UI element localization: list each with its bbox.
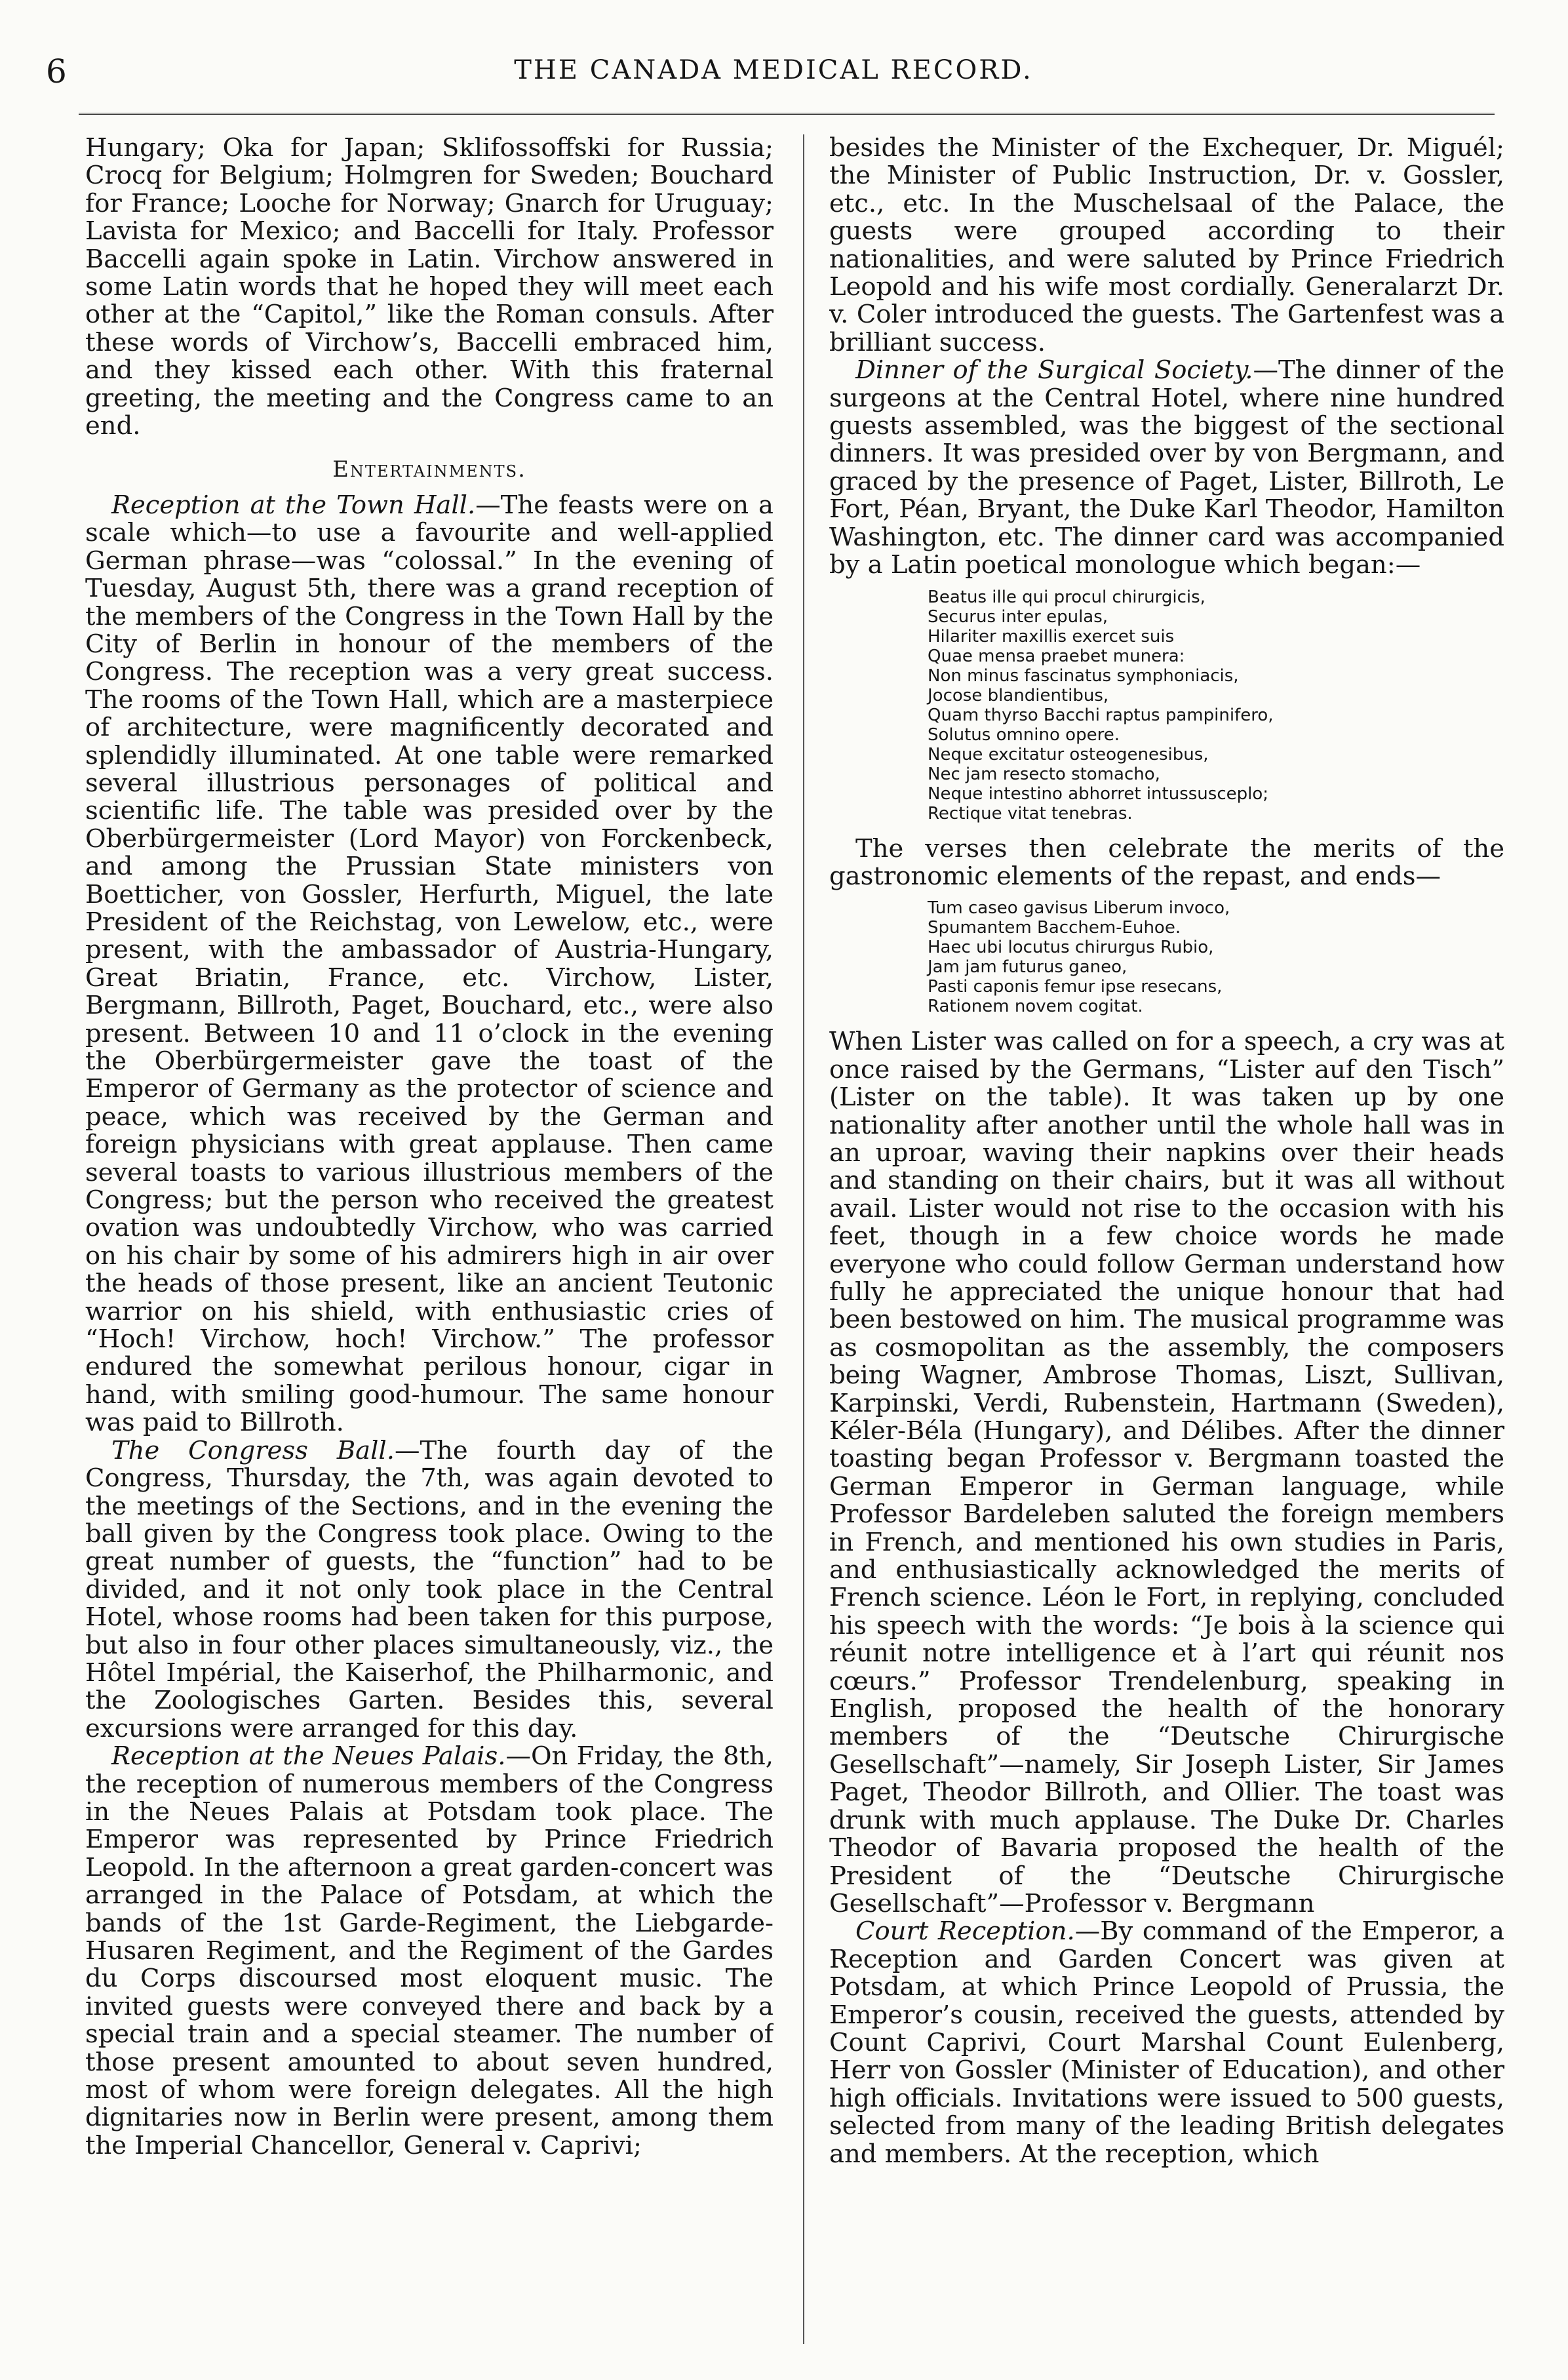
paragraph-title: Reception at the Town Hall.	[111, 490, 476, 520]
page-number: 6	[46, 52, 67, 90]
verse-line: Rationem novem cogitat.	[928, 997, 1143, 1017]
paragraph-body: —The dinner of the surgeons at the Central Hotel, where nine hundred guests assembled, was the biggest of the sectional dinners. It was presided over by von Bergmann, and graced by the presence of Paget, Lister, Billroth, Le Fort, Péan, Bryant, the Duke Karl Theodor, Hamilton Washington, etc. The dinner card was accompanied by a Latin poetical monologue which began:—	[829, 355, 1504, 580]
paragraph	[829, 1918, 1504, 2168]
section-heading: Entertainments.	[332, 456, 526, 483]
verse-line: Neque intestino abhorret intussusceplo;	[928, 783, 1268, 804]
paragraph-body: —By command of the Emperor, a Reception and Garden Concert was given at Potsdam, at which Prince Leopold of Prussia, the Emperor’s cousin, received the guests, attended by Count Caprivi, Court Marshal Count Eulenberg, Herr von Gossler (Minister of Education), and other high officials. Invitations were issued to 500 guests, selected from many of the leading British delegates and members. At the reception, which	[829, 1916, 1504, 2169]
verse-line: Jocose blandientibus,	[928, 685, 1109, 705]
paragraph-title: Court Reception.	[855, 1916, 1075, 1947]
right-column	[829, 134, 1504, 2350]
paragraph-body: —On Friday, the 8th, the reception of numerous members of the Congress in the Neues Palais at Potsdam took place. The Emperor was represented by Prince Friedrich Leopold. In the afternoon a great garden-concert was arranged in the Palace of Potsdam, at which the bands of the 1st Garde-Regiment, the Liebgarde-Husaren Regiment, and the Regiment of the Gardes du Corps discoursed most eloquent music. The invited guests were conveyed there and back by a special train and a special steamer. The number of those present amounted to about seven hundred, most of whom were foreign delegates. All the high dignitaries now in Berlin were present, among them the Imperial Chancellor, General v. Caprivi;	[85, 1741, 774, 2160]
verse-line: Non minus fascinatus symphoniacis,	[928, 665, 1239, 686]
verse-line: Haec ubi locutus chirurgus Rubio,	[928, 938, 1214, 958]
verse-line: Nec jam resecto stomacho,	[928, 764, 1160, 784]
paragraph	[85, 492, 774, 1437]
header-rule	[79, 113, 1495, 118]
verse-line: Tum caseo gavisus Liberum invoco,	[928, 898, 1230, 919]
left-column	[85, 134, 774, 2350]
verse-line: Securus inter epulas,	[928, 606, 1108, 627]
verse-line: Quam thyrso Bacchi raptus pampinifero,	[928, 705, 1274, 725]
paragraph: besides the Minister of the Exchequer, Dr. Miguél; the Minister of Public Instruction, Dr. v. Gossler, etc., etc. In the Muschelsaal of the Palace, the guests were grouped according to their nationalities, and were saluted by Prince Friedrich Leopold and his wife most cordially. Generalarzt Dr. v. Coler introduced the guests. The Gartenfest was a brilliant success.	[829, 134, 1504, 357]
paragraph-body: —The fourth day of the Congress, Thursday, the 7th, was again devoted to the meetings of the Sections, and in the evening the ball given by the Congress took place. Owing to the great number of guests, the “function” had to be divided, and it not only took place in the Central Hotel, whose rooms had been taken for this purpose, but also in four other places simultaneously, viz., the Hôtel Impérial, the Kaiserhof, the Philharmonic, and the Zoologisches Garten. Besides this, several excursions were arranged for this day.	[85, 1435, 774, 1743]
paragraph	[85, 1743, 774, 2160]
verse-line: Pasti caponis femur ipse resecans,	[928, 977, 1223, 997]
verse-line: Spumantem Bacchem-Euhoe.	[928, 918, 1181, 938]
paragraph: When Lister was called on for a speech, a cry was at once raised by the Germans, “Lister auf den Tisch” (Lister on the table). It was taken up by one nationality after another until the whole hall was in an uproar, waving their napkins over their heads and standing on their chairs, but it was all without avail. Lister would not rise to the occasion with his feet, though in a few choice words he made everyone who could follow German understand how fully he appreciated the unique honour that had been bestowed on him. The musical programme was as cosmopolitan as the assembly, the composers being Wagner, Ambrose Thomas, Liszt, Sullivan, Karpinski, Verdi, Rubenstein, Hartmann (Sweden), Kéler-Béla (Hungary), and Délibes. After the dinner toasting began Professor v. Bergmann toasted the German Emperor in German language, while Professor Bardeleben saluted the foreign members in French, and mentioned his own studies in Paris, and enthusiastically acknowledged the merits of French science. Léon le Fort, in replying, concluded his speech with the words: “Je bois à la science qui réunit notre intelligence et à l’art qui réunit nos cœurs.” Professor Trendelenburg, speaking in English, proposed the health of the honorary members of the “Deutsche Chirurgische Gesellschaft”—namely, Sir Joseph Lister, Sir James Paget, Theodor Billroth, and Ollier. The toast was drunk with much applause. The Duke Dr. Charles Theodor of Bavaria proposed the health of the President of the “Deutsche Chirurgische Gesellschaft”—Professor v. Bergmann	[829, 1027, 1504, 1918]
verse-line: Quae mensa praebet munera:	[928, 646, 1185, 666]
paragraph	[829, 357, 1504, 579]
paragraph-title: Dinner of the Surgical Society.	[855, 355, 1253, 386]
verse-line: Hilariter maxillis exercet suis	[928, 626, 1175, 646]
verse-line: Jam jam futurus ganeo,	[928, 957, 1127, 978]
verse-line: Beatus ille qui procul chirurgicis,	[928, 587, 1205, 607]
page-header	[46, 52, 1501, 92]
latin-verse-2	[928, 898, 1504, 1016]
paragraph-title: The Congress Ball.	[111, 1435, 395, 1465]
column-divider	[803, 134, 804, 2344]
paragraph-title: Reception at the Neues Palais.	[111, 1741, 506, 1772]
verse-line: Solutus omnino opere.	[928, 724, 1120, 745]
latin-verse-1	[928, 587, 1504, 823]
paragraph: The verses then celebrate the merits of the gastronomic elements of the repast, and ends—	[829, 833, 1504, 891]
verse-line: Neque excitatur osteogenesibus,	[928, 744, 1209, 764]
paragraph	[85, 1437, 774, 1743]
journal-title: THE CANADA MEDICAL RECORD.	[514, 55, 1033, 85]
paragraph-body: —The feasts were on a scale which—to use a favourite and well-applied German phrase—was “colossal.” In the evening of Tuesday, August 5th, there was a grand reception of the members of the Congress in the Town Hall by the City of Berlin in honour of the members of the Congress. The reception was a very great success. The rooms of the Town Hall, which are a masterpiece of architecture, were magnificently decorated and splendidly illuminated. At one table were remarked several illustrious personages of political and scientific life. The table was presided over by the Oberbürgermeister (Lord Mayor) von Forckenbeck, and among the Prussian State ministers von Boetticher, von Gossler, Herfurth, Miguel, the late President of the Reichstag, von Lewelow, etc., were present, with the ambassador of Austria-Hungary, Great Briatin, France, etc. Virchow, Lister, Bergmann, Billroth, Paget, Bouchard, etc., were also present. Between 10 and 11 o’clock in the evening the Oberbürgermeister gave the toast of the Emperor of Germany as the protector of science and peace, which was received by the German and foreign physicians with great applause. Then came several toasts to various illustrious members of the Congress; but the person who received the greatest ovation was undoubtedly Virchow, who was carried on his chair by some of his admirers high in air over the heads of those present, like an ancient Teutonic warrior on his shield, with enthusiastic cries of “Hoch! Virchow, hoch! Virchow.” The professor endured the somewhat perilous honour, cigar in hand, with smiling good-humour. The same honour was paid to Billroth.	[85, 490, 774, 1438]
paragraph: Hungary; Oka for Japan; Sklifossoffski for Russia; Crocq for Belgium; Holmgren for Sweden; Bouchard for France; Looche for Norway; Gnarch for Uruguay; Lavista for Mexico; and Baccelli for Italy. Professor Baccelli again spoke in Latin. Virchow answered in some Latin words that he hoped they will meet each other at the “Capitol,” like the Roman consuls. After these words of Virchow’s, Baccelli embraced him, and they kissed each other. With this fraternal greeting, the meeting and the Congress came to an end.	[85, 134, 774, 441]
verse-line: Rectique vitat tenebras.	[928, 803, 1133, 823]
